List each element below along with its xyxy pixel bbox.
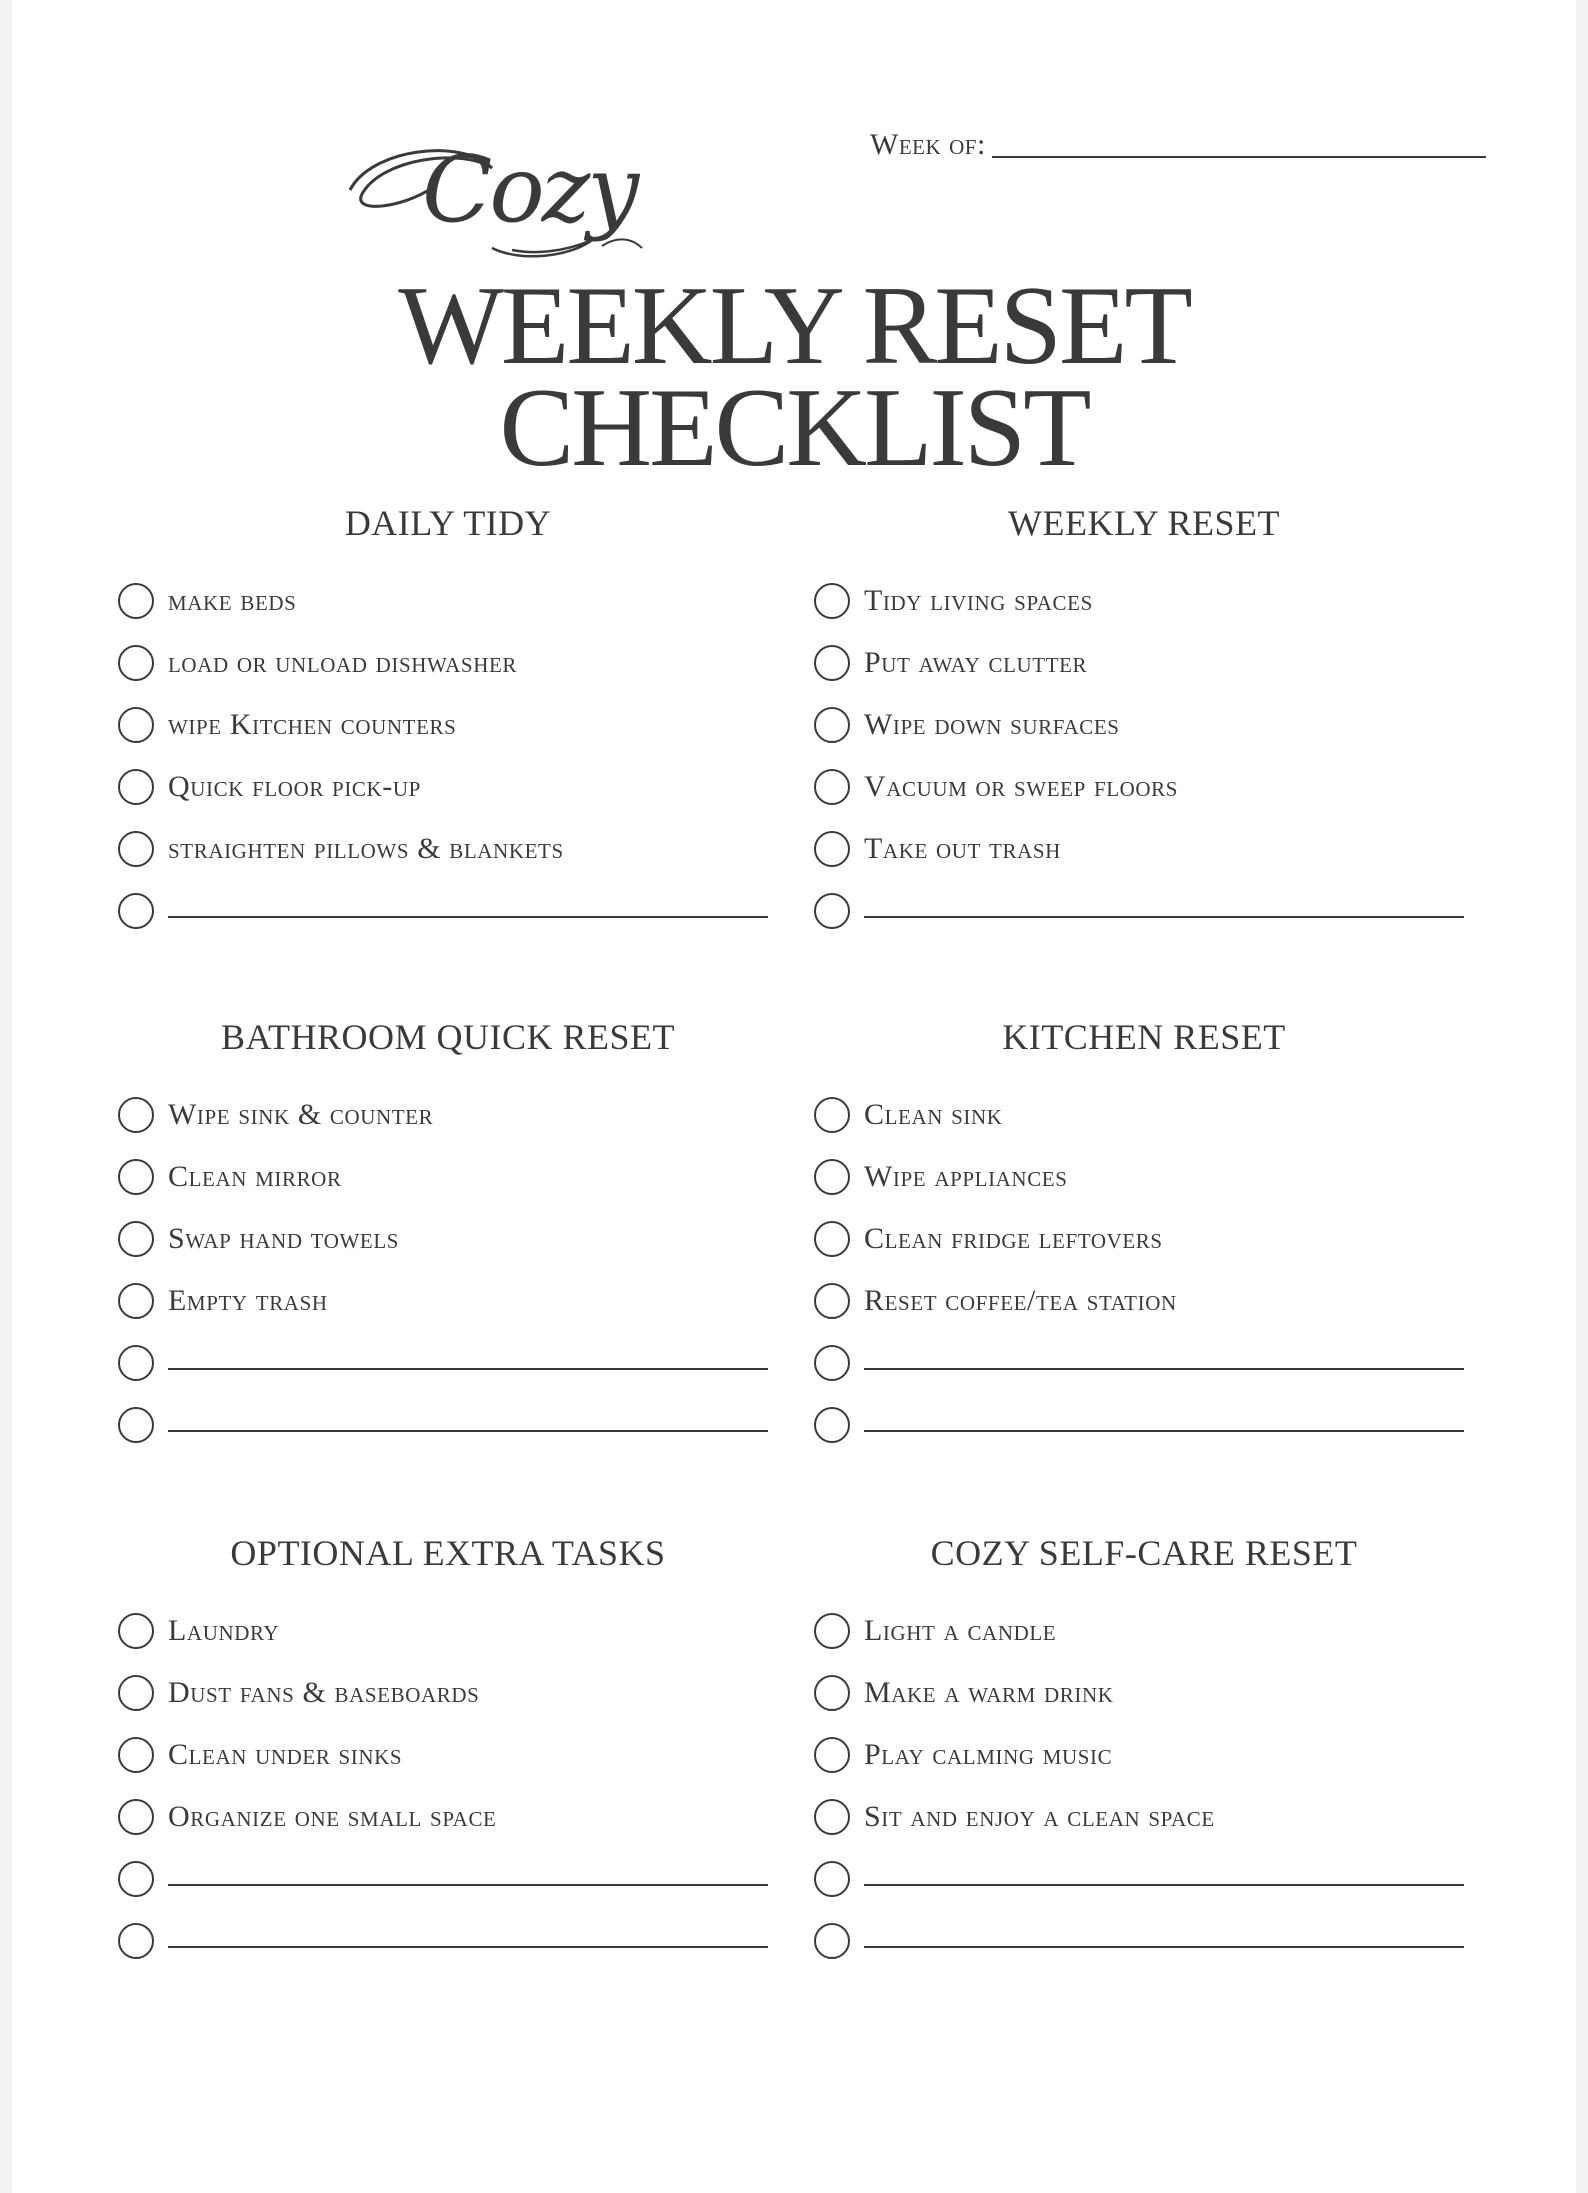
item-label: Light a candle	[864, 1614, 1057, 1647]
cozy-logo-text: Cozy	[422, 136, 637, 243]
checkbox-circle[interactable]	[814, 1345, 850, 1381]
checklist-item[interactable]	[814, 1600, 1474, 1662]
section-daily-tidy	[118, 502, 778, 942]
checkbox-circle[interactable]	[814, 1283, 850, 1319]
item-label: Reset coffee/tea station	[864, 1284, 1177, 1317]
checklist-item[interactable]	[814, 1146, 1474, 1208]
checkbox-circle[interactable]	[814, 831, 850, 867]
checkbox-circle[interactable]	[118, 1345, 154, 1381]
item-label: Clean under sinks	[168, 1738, 403, 1771]
checklist-item[interactable]	[814, 632, 1474, 694]
checkbox-circle[interactable]	[118, 1097, 154, 1133]
checkbox-circle[interactable]	[118, 707, 154, 743]
checkbox-circle[interactable]	[118, 769, 154, 805]
checklist-item[interactable]	[814, 1662, 1474, 1724]
item-label: Make a warm drink	[864, 1676, 1114, 1709]
checklist-item-blank[interactable]	[814, 1332, 1474, 1394]
checkbox-circle[interactable]	[118, 1861, 154, 1897]
checklist-item-blank[interactable]	[118, 1394, 778, 1456]
checklist-item[interactable]	[118, 694, 778, 756]
item-label: Tidy living spaces	[864, 584, 1093, 617]
checklist-item[interactable]	[814, 1208, 1474, 1270]
section-title: DAILY TIDY	[344, 503, 552, 543]
checkbox-circle[interactable]	[814, 1675, 850, 1711]
checkbox-circle[interactable]	[814, 1097, 850, 1133]
checklist-item[interactable]	[118, 1084, 778, 1146]
checkbox-circle[interactable]	[118, 1159, 154, 1195]
checkbox-circle[interactable]	[118, 831, 154, 867]
write-in-line[interactable]	[168, 1946, 768, 1948]
item-label: make beds	[168, 584, 297, 617]
checklist-item-blank[interactable]	[814, 1848, 1474, 1910]
checkbox-circle[interactable]	[814, 645, 850, 681]
write-in-line[interactable]	[864, 1946, 1464, 1948]
section-kitchen-reset	[814, 1016, 1474, 1456]
checkbox-circle[interactable]	[814, 1407, 850, 1443]
checkbox-circle[interactable]	[118, 1407, 154, 1443]
checkbox-circle[interactable]	[814, 1799, 850, 1835]
checklist-item[interactable]	[814, 1724, 1474, 1786]
item-label: Clean fridge leftovers	[864, 1222, 1163, 1255]
checkbox-circle[interactable]	[814, 1861, 850, 1897]
checkbox-circle[interactable]	[118, 645, 154, 681]
item-label: Dust fans & baseboards	[168, 1676, 480, 1709]
checklist-item-blank[interactable]	[118, 1848, 778, 1910]
checkbox-circle[interactable]	[118, 1675, 154, 1711]
section-title: WEEKLY RESET	[1007, 503, 1280, 543]
checklist-item[interactable]	[814, 1786, 1474, 1848]
section-title: COZY SELF-CARE RESET	[930, 1533, 1358, 1573]
checklist-item[interactable]	[118, 1600, 778, 1662]
checklist-item[interactable]	[814, 818, 1474, 880]
checklist-item[interactable]	[118, 570, 778, 632]
write-in-line[interactable]	[864, 1430, 1464, 1432]
item-label: Organize one small space	[168, 1800, 497, 1833]
checkbox-circle[interactable]	[118, 1283, 154, 1319]
section-title: BATHROOM QUICK RESET	[220, 1017, 676, 1057]
checklist-item[interactable]	[118, 1208, 778, 1270]
checkbox-circle[interactable]	[814, 583, 850, 619]
checklist-item[interactable]	[118, 1146, 778, 1208]
checkbox-circle[interactable]	[118, 893, 154, 929]
checkbox-circle[interactable]	[814, 1923, 850, 1959]
write-in-line[interactable]	[168, 916, 768, 918]
section-title: OPTIONAL EXTRA TASKS	[230, 1533, 666, 1573]
checklist-item[interactable]	[118, 1786, 778, 1848]
checkbox-circle[interactable]	[118, 1221, 154, 1257]
page-title-line-2: CHECKLIST	[499, 366, 1089, 490]
cozy-logo	[342, 128, 672, 278]
week-of-label: Week of:	[870, 128, 986, 161]
checkbox-circle[interactable]	[814, 1737, 850, 1773]
checklist-item-blank[interactable]	[814, 880, 1474, 942]
item-label: straighten pillows & blankets	[168, 832, 564, 865]
write-in-line[interactable]	[168, 1368, 768, 1370]
item-label: load or unload dishwasher	[168, 646, 517, 679]
checklist-item-blank[interactable]	[118, 1332, 778, 1394]
checklist-item[interactable]	[118, 818, 778, 880]
checkbox-circle[interactable]	[118, 1923, 154, 1959]
week-of-field	[870, 128, 1486, 162]
checklist-item[interactable]	[814, 756, 1474, 818]
item-label: Clean sink	[864, 1098, 1003, 1131]
item-label: Wipe down surfaces	[864, 708, 1120, 741]
checklist-item-blank[interactable]	[118, 1910, 778, 1972]
checklist-item[interactable]	[814, 570, 1474, 632]
checklist-item[interactable]	[118, 1662, 778, 1724]
item-label: Put away clutter	[864, 646, 1088, 679]
section-title: KITCHEN RESET	[1002, 1017, 1286, 1057]
item-label: Take out trash	[864, 832, 1061, 865]
item-label: Vacuum or sweep floors	[864, 770, 1179, 803]
section-cozy-self-care-reset	[814, 1532, 1474, 1972]
week-of-write-line[interactable]	[992, 156, 1486, 158]
checklist-item[interactable]	[118, 632, 778, 694]
item-label: Quick floor pick-up	[168, 770, 421, 803]
section-weekly-reset	[814, 502, 1474, 942]
checkbox-circle[interactable]	[118, 583, 154, 619]
write-in-line[interactable]	[168, 1430, 768, 1432]
page-title-line-1: WEEKLY RESET	[398, 264, 1190, 388]
item-label: wipe Kitchen counters	[168, 708, 457, 741]
item-label: Empty trash	[168, 1284, 328, 1317]
item-label: Wipe sink & counter	[168, 1098, 434, 1131]
checkbox-circle[interactable]	[814, 1159, 850, 1195]
checklist-item[interactable]	[814, 694, 1474, 756]
checklist-item-blank[interactable]	[814, 1394, 1474, 1456]
write-in-line[interactable]	[864, 1884, 1464, 1886]
item-label: Clean mirror	[168, 1160, 342, 1193]
checkbox-circle[interactable]	[118, 1613, 154, 1649]
checklist-item[interactable]	[118, 1270, 778, 1332]
checkbox-circle[interactable]	[814, 1613, 850, 1649]
item-label: Wipe appliances	[864, 1160, 1068, 1193]
checkbox-circle[interactable]	[118, 1799, 154, 1835]
checkbox-circle[interactable]	[814, 1221, 850, 1257]
checkbox-circle[interactable]	[118, 1737, 154, 1773]
checklist-item[interactable]	[814, 1270, 1474, 1332]
checklist-item[interactable]	[118, 756, 778, 818]
checkbox-circle[interactable]	[814, 707, 850, 743]
checklist-item-blank[interactable]	[814, 1910, 1474, 1972]
checklist-item[interactable]	[118, 1724, 778, 1786]
write-in-line[interactable]	[168, 1884, 768, 1886]
item-label: Laundry	[168, 1614, 280, 1647]
checklist-item[interactable]	[814, 1084, 1474, 1146]
write-in-line[interactable]	[864, 916, 1464, 918]
checklist-item-blank[interactable]	[118, 880, 778, 942]
item-label: Sit and enjoy a clean space	[864, 1800, 1215, 1833]
item-label: Swap hand towels	[168, 1222, 400, 1255]
item-label: Play calming music	[864, 1738, 1113, 1771]
section-bathroom-quick-reset	[118, 1016, 778, 1456]
section-optional-extra-tasks	[118, 1532, 778, 1972]
checkbox-circle[interactable]	[814, 893, 850, 929]
write-in-line[interactable]	[864, 1368, 1464, 1370]
checklist-sheet	[12, 0, 1576, 2193]
checkbox-circle[interactable]	[814, 769, 850, 805]
